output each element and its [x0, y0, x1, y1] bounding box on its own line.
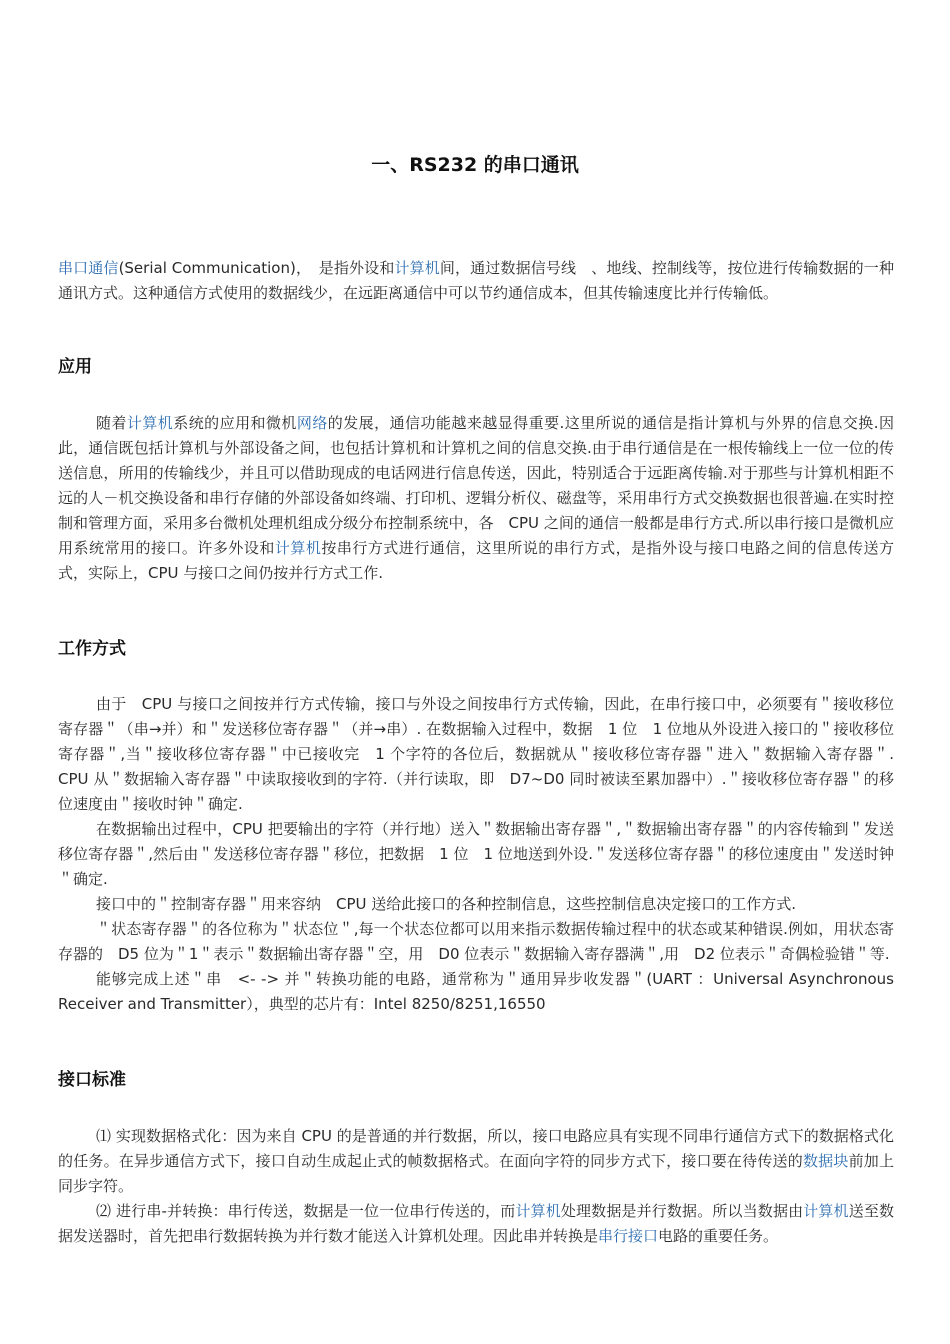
- iface-text-2a: ⑵ 进行串-并转换：串行传送，数据是一位一位串行传送的，而: [96, 1202, 516, 1220]
- working-mode-section: [58, 692, 894, 1017]
- iface-text-1b: 前加上同步字符。: [58, 1152, 894, 1195]
- link-network[interactable]: 网络: [296, 414, 328, 432]
- link-computer[interactable]: 计算机: [394, 259, 440, 277]
- link-computer[interactable]: 计算机: [515, 1202, 561, 1220]
- app-text-0: 随着: [96, 414, 127, 432]
- heading-working-mode: 工作方式: [58, 639, 126, 659]
- work-paragraph-1: 由于 CPU 与接口之间按并行方式传输，接口与外设之间按串行方式传输，因此，在串行接口中，必须要有＂接收移位寄存器＂（串→并）和＂发送移位寄存器＂（并→串）. 在数据输入过程中，数据 1 位 1 位地从外设进入接口的＂接收移位寄存器＂,当＂接收移位寄存器＂中已接收完 1 个字符的各位后，数据就从＂接收移位寄存器＂进入＂数据输入寄存器＂. CPU 从＂数据输入寄存器＂中读取接收到的字符.（并行读取，即 D7~D0 同时被读至累加器中）.＂接收移位寄存器＂的移位速度由＂接收时钟＂确定.: [58, 695, 894, 813]
- heading-interface-standard: 接口标准: [58, 1070, 126, 1090]
- interface-standard-section: [58, 1124, 894, 1249]
- intro-text-1: (Serial Communication)， 是指外设和: [118, 259, 395, 277]
- intro-paragraph: [58, 256, 894, 306]
- iface-text-1a: ⑴ 实现数据格式化：因为来自 CPU 的是普通的并行数据，所以，接口电路应具有实现不同串行通信方式下的数据格式化的任务。在异步通信方式下，接口自动生成起止式的帧数据格式。在面向字符的同步方式下，接口要在待传送的: [58, 1127, 894, 1170]
- iface-text-2c: 送至数据发送器时，首先把串行数据转换为并行数才能送入计算机处理。因此串并转换是: [58, 1202, 894, 1245]
- app-text-2: 的发展，通信功能越来越显得重要.这里所说的通信是指计算机与外界的信息交换.因此，通信既包括计算机与外部设备之间，也包括计算机和计算机之间的信息交换.由于串行通信是在一根传输线上一位一位的传送信息，所用的传输线少，并且可以借助现成的电话网进行信息传送，因此，特别适合于远距离传输.对于那些与计算机相距不远的人－机交换设备和串行存储的外部设备如终端、打印机、逻辑分析仪、磁盘等，采用串行方式交换数据也很普遍.在实时控制和管理方面，采用多台微机处理机组成分级分布控制系统中，各 CPU 之间的通信一般都是串行方式.所以串行接口是微机应用系统常用的接口。许多外设和: [58, 414, 894, 557]
- heading-application: 应用: [58, 357, 92, 377]
- iface-paragraph-2: [58, 1199, 894, 1249]
- work-paragraph-5: 能够完成上述＂串 <- -> 并＂转换功能的电路，通常称为＂通用异步收发器＂(UART ：Universal Asynchronous Receiver and Transmitter），典型的芯片有：Intel 8250/8251,16550: [58, 970, 894, 1013]
- link-computer[interactable]: 计算机: [274, 539, 322, 557]
- link-computer[interactable]: 计算机: [126, 414, 174, 432]
- work-paragraph-2: 在数据输出过程中，CPU 把要输出的字符（并行地）送入＂数据输出寄存器＂,＂数据输出寄存器＂的内容传输到＂发送移位寄存器＂,然后由＂发送移位寄存器＂移位，把数据 1 位 1 位地送到外设.＂发送移位寄存器＂的移位速度由＂发送时钟＂确定.: [58, 820, 894, 888]
- page-title: 一、RS232 的串口通讯: [371, 154, 579, 176]
- app-text-3: 按串行方式进行通信，这里所说的串行方式，是指外设与接口电路之间的信息传送方式，实际上，CPU 与接口之间仍按并行方式工作.: [58, 539, 894, 582]
- link-serial-communication[interactable]: 串口通信: [58, 259, 119, 277]
- intro-text-2: 间，通过数据信号线 、地线、控制线等，按位进行传输数据的一种通讯方式。这种通信方式使用的数据线少，在远距离通信中可以节约通信成本，但其传输速度比并行传输低。: [58, 259, 894, 302]
- iface-text-2d: 电路的重要任务。: [658, 1227, 779, 1245]
- link-serial-port[interactable]: 串行接口: [598, 1227, 659, 1245]
- iface-text-2b: 处理数据是并行数据。所以当数据由: [560, 1202, 804, 1220]
- application-paragraph: [58, 411, 894, 586]
- app-text-1: 系统的应用和微机: [173, 414, 297, 432]
- iface-paragraph-1: [58, 1124, 894, 1199]
- work-paragraph-4: ＂状态寄存器＂的各位称为＂状态位＂,每一个状态位都可以用来指示数据传输过程中的状态或某种错误.例如，用状态寄存器的 D5 位为＂1＂表示＂数据输出寄存器＂空，用 D0 位表示＂数据输入寄存器满＂,用 D2 位表示＂奇偶检验错＂等.: [58, 920, 894, 963]
- link-data-block[interactable]: 数据块: [802, 1152, 849, 1170]
- link-computer[interactable]: 计算机: [803, 1202, 849, 1220]
- work-paragraph-3: 接口中的＂控制寄存器＂用来容纳 CPU 送给此接口的各种控制信息，这些控制信息决定接口的工作方式.: [96, 895, 797, 913]
